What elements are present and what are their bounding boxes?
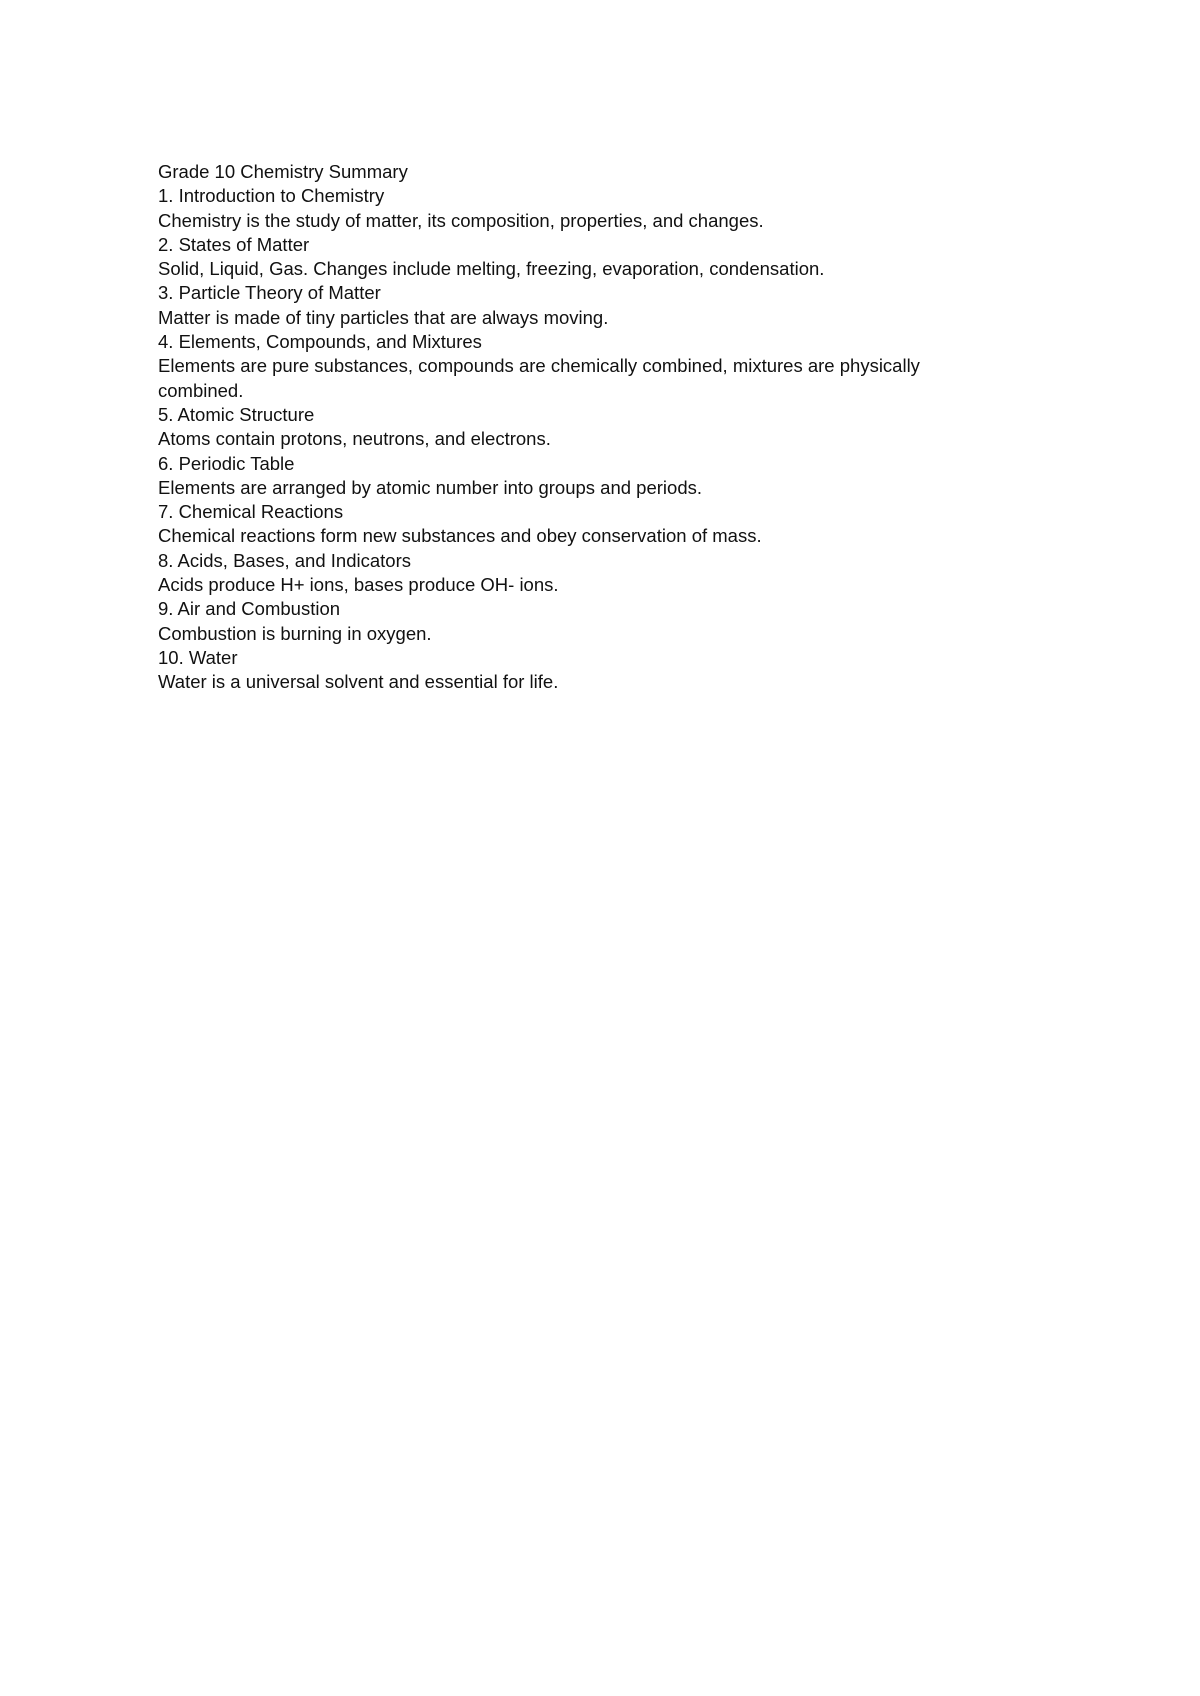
- section-heading: 6. Periodic Table: [158, 452, 295, 474]
- section-heading: 3. Particle Theory of Matter: [158, 282, 381, 304]
- section-body: Acids produce H+ ions, bases produce OH- ions.: [158, 574, 559, 596]
- section-heading: 2. States of Matter: [158, 233, 310, 255]
- section-body: Solid, Liquid, Gas. Changes include melting, freezing, evaporation, condensation.: [158, 258, 825, 280]
- document-body: [158, 160, 1008, 695]
- section-body: Chemistry is the study of matter, its composition, properties, and changes.: [158, 209, 764, 231]
- section-body: Water is a universal solvent and essential for life.: [158, 671, 559, 693]
- section-body: Elements are pure substances, compounds are chemically combined, mixtures are physically combined.: [158, 355, 920, 401]
- section-heading: 8. Acids, Bases, and Indicators: [158, 549, 411, 571]
- section-body: Combustion is burning in oxygen.: [158, 622, 432, 644]
- section-body: Atoms contain protons, neutrons, and electrons.: [158, 428, 551, 450]
- section-heading: 5. Atomic Structure: [158, 403, 315, 425]
- document-title: Grade 10 Chemistry Summary: [158, 161, 408, 182]
- section-heading: 10. Water: [158, 646, 238, 668]
- section-body: Matter is made of tiny particles that are always moving.: [158, 306, 609, 328]
- section-heading: 1. Introduction to Chemistry: [158, 185, 385, 207]
- section-heading: 4. Elements, Compounds, and Mixtures: [158, 331, 482, 353]
- section-heading: 9. Air and Combustion: [158, 598, 341, 620]
- section-body: Elements are arranged by atomic number into groups and periods.: [158, 476, 702, 498]
- section-heading: 7. Chemical Reactions: [158, 501, 344, 523]
- section-body: Chemical reactions form new substances and obey conservation of mass.: [158, 525, 762, 547]
